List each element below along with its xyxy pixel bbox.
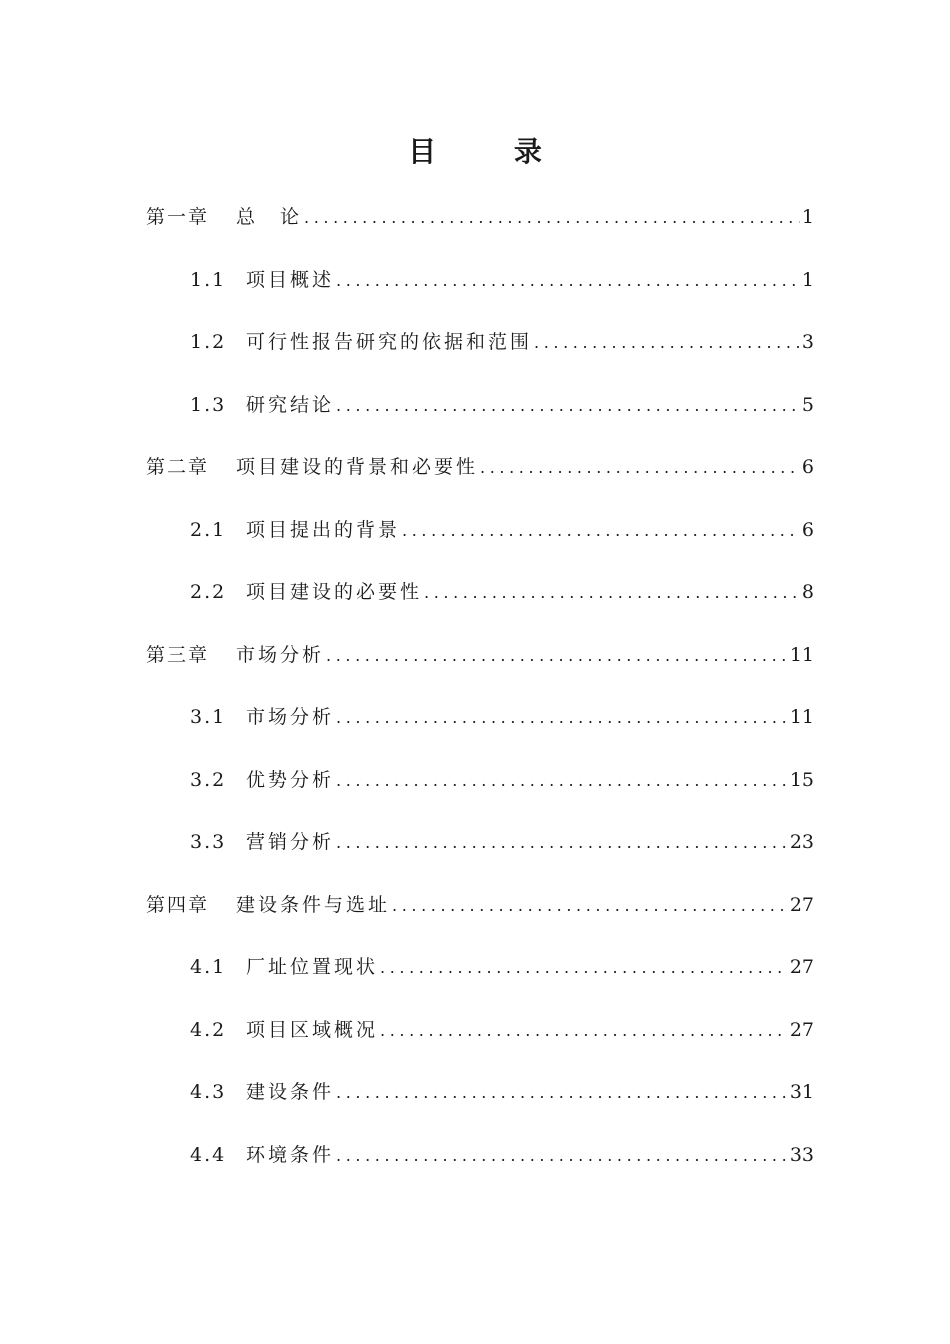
toc-leader-dots bbox=[304, 196, 800, 240]
toc-leader-dots bbox=[424, 571, 800, 615]
toc-entry-page-number: 27 bbox=[789, 893, 814, 916]
toc-entry-page-number: 8 bbox=[801, 581, 814, 603]
toc-entry-number: 第四章 bbox=[146, 893, 210, 916]
toc-entry-title: 项目建设的背景和必要性 bbox=[236, 456, 479, 478]
toc-entry-title: 厂址位置现状 bbox=[246, 956, 379, 978]
toc-entry-number: 第一章 bbox=[146, 206, 210, 228]
toc-chapter-entry[interactable] bbox=[146, 195, 814, 258]
toc-leader-dots bbox=[480, 446, 800, 490]
toc-entry-number: 3.3 bbox=[190, 831, 227, 853]
toc-entry-title: 建设条件与选址 bbox=[236, 893, 391, 916]
toc-leader-dots bbox=[380, 946, 788, 990]
toc-entry-page-number: 31 bbox=[789, 1081, 814, 1103]
toc-entry-page-number: 11 bbox=[789, 706, 814, 728]
toc-section-entry[interactable] bbox=[146, 508, 814, 571]
toc-entry-title: 项目区域概况 bbox=[246, 1018, 379, 1041]
toc-entry-page-number: 15 bbox=[789, 768, 814, 791]
toc-section-entry[interactable] bbox=[146, 758, 814, 821]
toc-entry-number: 4.4 bbox=[190, 1143, 227, 1166]
toc-entry-number: 2.1 bbox=[190, 518, 227, 541]
toc-entry-number: 1.1 bbox=[190, 268, 227, 291]
toc-section-entry[interactable] bbox=[146, 1008, 814, 1071]
toc-entry-page-number: 6 bbox=[801, 456, 814, 478]
toc-leader-dots bbox=[336, 821, 788, 865]
toc-entry-page-number: 27 bbox=[789, 956, 814, 978]
toc-leader-dots bbox=[336, 384, 800, 428]
toc-section-entry[interactable] bbox=[146, 1070, 814, 1133]
toc-entry-page-number: 6 bbox=[801, 518, 814, 541]
toc-entry-number: 4.1 bbox=[190, 956, 227, 978]
table-of-contents bbox=[146, 195, 814, 1195]
toc-section-entry[interactable] bbox=[146, 383, 814, 446]
toc-section-entry[interactable] bbox=[146, 945, 814, 1008]
toc-leader-dots bbox=[534, 321, 800, 365]
toc-entry-page-number: 23 bbox=[789, 831, 814, 853]
toc-leader-dots bbox=[402, 509, 800, 553]
toc-entry-title: 项目概述 bbox=[246, 268, 335, 291]
toc-entry-title: 营销分析 bbox=[246, 831, 335, 853]
toc-entry-title: 优势分析 bbox=[246, 768, 335, 791]
toc-entry-page-number: 11 bbox=[789, 643, 814, 666]
toc-leader-dots bbox=[336, 1134, 788, 1178]
toc-leader-dots bbox=[336, 696, 788, 740]
toc-entry-title: 可行性报告研究的依据和范围 bbox=[246, 331, 533, 353]
toc-entry-title: 市场分析 bbox=[236, 643, 325, 666]
toc-leader-dots bbox=[326, 634, 788, 678]
toc-chapter-entry[interactable] bbox=[146, 445, 814, 508]
toc-entry-page-number: 1 bbox=[801, 206, 814, 228]
toc-entry-number: 2.2 bbox=[190, 581, 227, 603]
toc-entry-title: 研究结论 bbox=[246, 393, 335, 416]
toc-entry-title: 市场分析 bbox=[246, 706, 335, 728]
toc-entry-page-number: 1 bbox=[801, 268, 814, 291]
toc-section-entry[interactable] bbox=[146, 820, 814, 883]
toc-entry-title: 项目建设的必要性 bbox=[246, 581, 423, 603]
toc-leader-dots bbox=[336, 259, 800, 303]
toc-entry-title: 环境条件 bbox=[246, 1143, 335, 1166]
toc-entry-number: 1.3 bbox=[190, 393, 227, 416]
toc-section-entry[interactable] bbox=[146, 570, 814, 633]
toc-section-entry[interactable] bbox=[146, 1133, 814, 1196]
toc-leader-dots bbox=[392, 884, 788, 928]
toc-leader-dots bbox=[380, 1009, 788, 1053]
toc-leader-dots bbox=[336, 1071, 788, 1115]
toc-entry-title: 总 论 bbox=[236, 206, 303, 228]
toc-entry-page-number: 3 bbox=[801, 331, 814, 353]
toc-entry-title: 项目提出的背景 bbox=[246, 518, 401, 541]
toc-entry-title: 建设条件 bbox=[246, 1081, 335, 1103]
toc-section-entry[interactable] bbox=[146, 695, 814, 758]
toc-section-entry[interactable] bbox=[146, 320, 814, 383]
toc-chapter-entry[interactable] bbox=[146, 633, 814, 696]
toc-entry-page-number: 27 bbox=[789, 1018, 814, 1041]
toc-entry-page-number: 33 bbox=[789, 1143, 814, 1166]
toc-entry-number: 4.3 bbox=[190, 1081, 227, 1103]
toc-entry-number: 4.2 bbox=[190, 1018, 227, 1041]
toc-chapter-entry[interactable] bbox=[146, 883, 814, 946]
toc-entry-number: 3.1 bbox=[190, 706, 227, 728]
toc-entry-number: 1.2 bbox=[190, 331, 227, 353]
toc-entry-number: 3.2 bbox=[190, 768, 227, 791]
toc-section-entry[interactable] bbox=[146, 258, 814, 321]
toc-entry-number: 第二章 bbox=[146, 456, 210, 478]
toc-leader-dots bbox=[336, 759, 788, 803]
toc-entry-number: 第三章 bbox=[146, 643, 210, 666]
page-title: 目 录 bbox=[408, 135, 576, 168]
toc-entry-page-number: 5 bbox=[801, 393, 814, 416]
